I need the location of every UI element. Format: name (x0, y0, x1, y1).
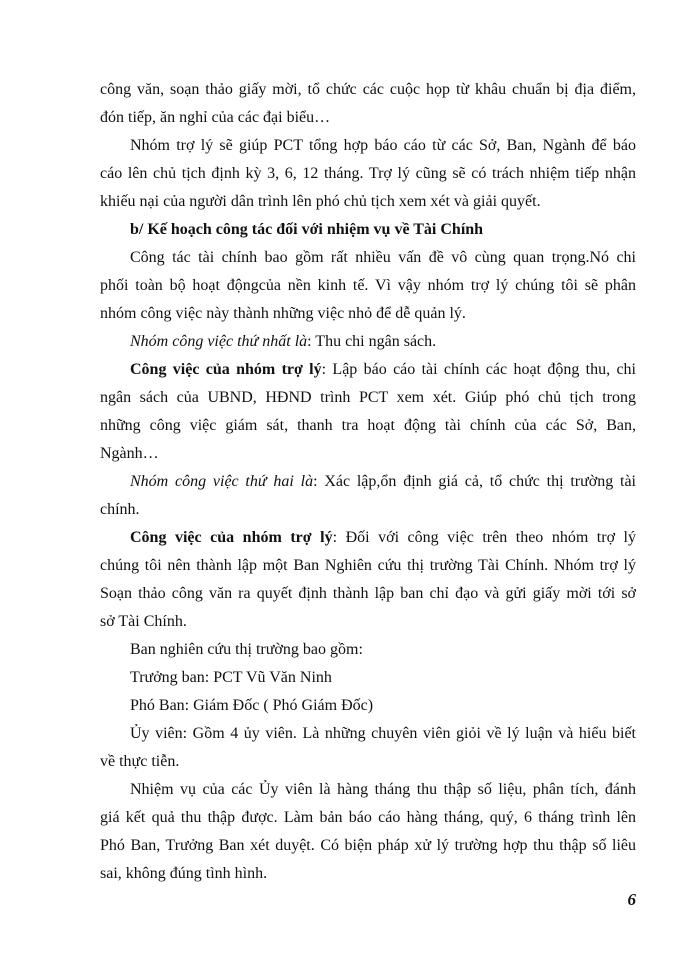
group1-text: Thu chi ngân sách. (311, 333, 437, 350)
p1-line-1: công văn, soạn thảo giấy mời, tổ chức các cuộc họp từ khâu chuẩn bị địa điểm, (100, 81, 636, 98)
page-number: 6 (627, 890, 636, 909)
task2-line-1 (130, 528, 636, 548)
duty-line-2: giá kết quả thu thập được. Làm bản báo cáo hàng tháng, quý, 6 tháng trình lên (100, 809, 636, 826)
group1-line (130, 332, 636, 352)
task2-line-2: chúng tôi nên thành lập một Ban Nghiên cứu thị trường Tài Chính. Nhóm trợ lý (100, 557, 636, 574)
duty-line-1: Nhiệm vụ của các Ủy viên là hàng tháng thu thập số liệu, phân tích, đánh (130, 781, 636, 798)
p3-line-3: nhóm công việc này thành những việc nhỏ để dễ quản lý. (100, 305, 466, 322)
task1-text-1: : Lập báo cáo tài chính các hoạt động thu, chi (321, 361, 636, 378)
duty-line-4: sai, không đúng tình hình. (100, 865, 268, 882)
board-deputy: Phó Ban: Giám Đốc ( Phó Giám Đốc) (130, 697, 374, 714)
members-line-2: về thực tiễn. (100, 753, 180, 770)
group1-colon: : (307, 333, 312, 350)
p1-line-2: đón tiếp, ăn nghỉ của các đại biểu… (100, 109, 331, 126)
group1-label: Nhóm công việc thứ nhất là (130, 333, 308, 350)
section-heading-b: b/ Kế hoạch công tác đối với nhiệm vụ về Tài Chính (130, 221, 484, 238)
task1-label: Công việc của nhóm trợ lý (130, 361, 322, 378)
task1-line-1 (130, 360, 636, 380)
group2-text-1: Xác lập,ổn định giá cả, tổ chức thị trường tài (317, 473, 637, 490)
p2-line-2: cáo lên chủ tịch định kỳ 3, 6, 12 tháng. Trợ lý cũng sẽ có trách nhiệm tiếp nhận (100, 165, 636, 182)
task1-line-4: Ngành… (100, 445, 159, 462)
p2-line-3: khiếu nại của người dân trình lên phó chủ tịch xem xét và giải quyết. (100, 193, 541, 210)
group2-label: Nhóm công việc thứ hai là (130, 473, 314, 490)
task2-label: Công việc của nhóm trợ lý (130, 529, 333, 546)
task1-line-2: ngân sách của UBND, HĐND trình PCT xem xét. Giúp phó chủ tịch trong (100, 389, 636, 406)
board-head: Trưởng ban: PCT Vũ Văn Ninh (130, 669, 332, 686)
group2-line-1 (130, 472, 636, 492)
board-intro: Ban nghiên cứu thị trường bao gồm: (130, 641, 363, 658)
p2-line-1: Nhóm trợ lý sẽ giúp PCT tổng hợp báo cáo từ các Sở, Ban, Ngành để báo (130, 137, 636, 154)
members-line-1: Ủy viên: Gồm 4 ủy viên. Là những chuyên viên giỏi về lý luận và hiểu biết (130, 725, 636, 742)
task2-line-3: Soạn thảo công văn ra quyết định thành lập ban chỉ đạo và gửi giấy mời tới sở (100, 585, 636, 602)
group2-line-2: chính. (100, 501, 140, 518)
group2-colon: : (313, 473, 318, 490)
p3-line-1: Công tác tài chính bao gồm rất nhiều vấn đề vô cùng quan trọng.Nó chi (130, 249, 636, 266)
task1-line-3: những công việc giám sát, thanh tra hoạt động tài chính của các Sở, Ban, (100, 417, 636, 434)
task2-line-4: sở Tài Chính. (100, 613, 187, 630)
task2-text-1: : Đối với công việc trên theo nhóm trợ lý (332, 529, 636, 546)
p3-line-2: phối toàn bộ hoạt độngcủa nền kinh tế. Vì vậy nhóm trợ lý chúng tôi sẽ phân (100, 277, 636, 294)
duty-line-3: Phó Ban, Trưởng Ban xét duyệt. Có biện pháp xử lý trường hợp thu thập số liêu (100, 837, 636, 854)
